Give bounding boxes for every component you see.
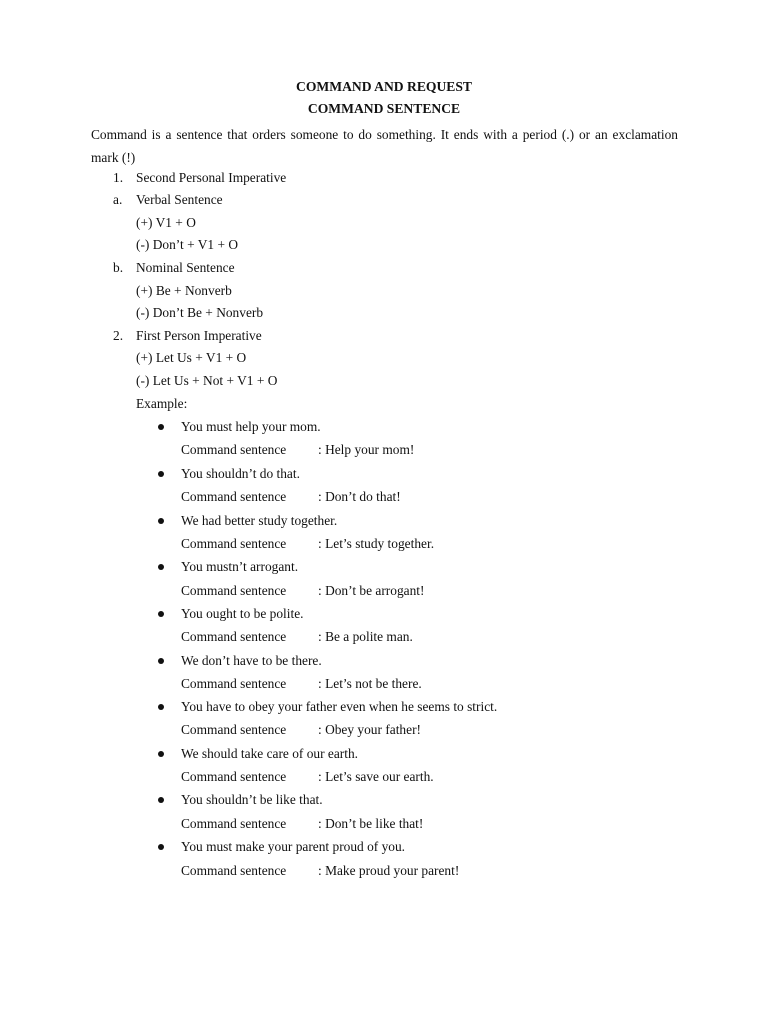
- bullet-icon: [158, 704, 164, 710]
- command-label: Command sentence: [181, 816, 287, 831]
- command-answer: : Be a polite man.: [318, 629, 413, 644]
- bullet-icon: [158, 658, 164, 664]
- command-label: Command sentence: [181, 629, 287, 644]
- section-2-negative-formula: (-) Let Us + Not + V1 + O: [136, 373, 278, 388]
- example-sentence: You ought to be polite.: [181, 606, 304, 621]
- intro-paragraph: Command is a sentence that orders someone to do something. It ends with a period (.) or an exclamation mark (!): [91, 127, 678, 165]
- bullet-icon: [158, 518, 164, 524]
- document-subtitle: COMMAND SENTENCE: [307, 101, 461, 116]
- command-label: Command sentence: [181, 769, 287, 784]
- section-1b-positive-formula: (+) Be + Nonverb: [136, 283, 232, 298]
- bullet-icon: [158, 844, 164, 850]
- command-answer: : Don’t do that!: [318, 489, 401, 504]
- example-sentence: You have to obey your father even when he seems to strict.: [181, 699, 498, 714]
- section-1-number: 1.: [113, 170, 124, 185]
- command-label: Command sentence: [181, 676, 287, 691]
- command-answer: : Let’s not be there.: [318, 676, 422, 691]
- section-1b-heading: Nominal Sentence: [136, 260, 235, 275]
- command-label: Command sentence: [181, 863, 287, 878]
- bullet-icon: [158, 751, 164, 757]
- command-label: Command sentence: [181, 489, 287, 504]
- command-answer: : Make proud your parent!: [318, 863, 460, 878]
- example-sentence: You must make your parent proud of you.: [181, 839, 406, 854]
- command-label: Command sentence: [181, 442, 287, 457]
- section-1a-positive-formula: (+) V1 + O: [136, 215, 196, 230]
- example-sentence: You mustn’t arrogant.: [181, 559, 299, 574]
- command-answer: : Don’t be like that!: [318, 816, 424, 831]
- section-1a-marker: a.: [113, 192, 123, 207]
- section-1a-heading: Verbal Sentence: [136, 192, 223, 207]
- example-sentence: You shouldn’t be like that.: [181, 792, 323, 807]
- bullet-icon: [158, 424, 164, 430]
- bullet-icon: [158, 611, 164, 617]
- bullet-icon: [158, 471, 164, 477]
- command-answer: : Let’s save our earth.: [318, 769, 434, 784]
- example-sentence: We should take care of our earth.: [181, 746, 359, 761]
- command-label: Command sentence: [181, 583, 287, 598]
- section-1-heading: Second Personal Imperative: [136, 170, 287, 185]
- section-2-number: 2.: [113, 328, 124, 343]
- command-label: Command sentence: [181, 536, 287, 551]
- section-2-heading: First Person Imperative: [136, 328, 262, 343]
- command-answer: : Let’s study together.: [318, 536, 435, 551]
- command-answer: : Obey your father!: [318, 722, 421, 737]
- example-label: Example:: [136, 396, 188, 411]
- example-sentence: We had better study together.: [181, 513, 338, 528]
- bullet-icon: [158, 564, 164, 570]
- example-sentence: You must help your mom.: [181, 419, 321, 434]
- example-sentence: We don’t have to be there.: [181, 653, 322, 668]
- section-1b-marker: b.: [113, 260, 124, 275]
- command-answer: : Help your mom!: [318, 442, 415, 457]
- section-1b-negative-formula: (-) Don’t Be + Nonverb: [136, 305, 264, 320]
- section-1a-negative-formula: (-) Don’t + V1 + O: [136, 237, 239, 252]
- example-sentence: You shouldn’t do that.: [181, 466, 300, 481]
- bullet-icon: [158, 797, 164, 803]
- command-label: Command sentence: [181, 722, 287, 737]
- document-title: COMMAND AND REQUEST: [296, 79, 472, 94]
- section-2-positive-formula: (+) Let Us + V1 + O: [136, 350, 247, 365]
- command-answer: : Don’t be arrogant!: [318, 583, 425, 598]
